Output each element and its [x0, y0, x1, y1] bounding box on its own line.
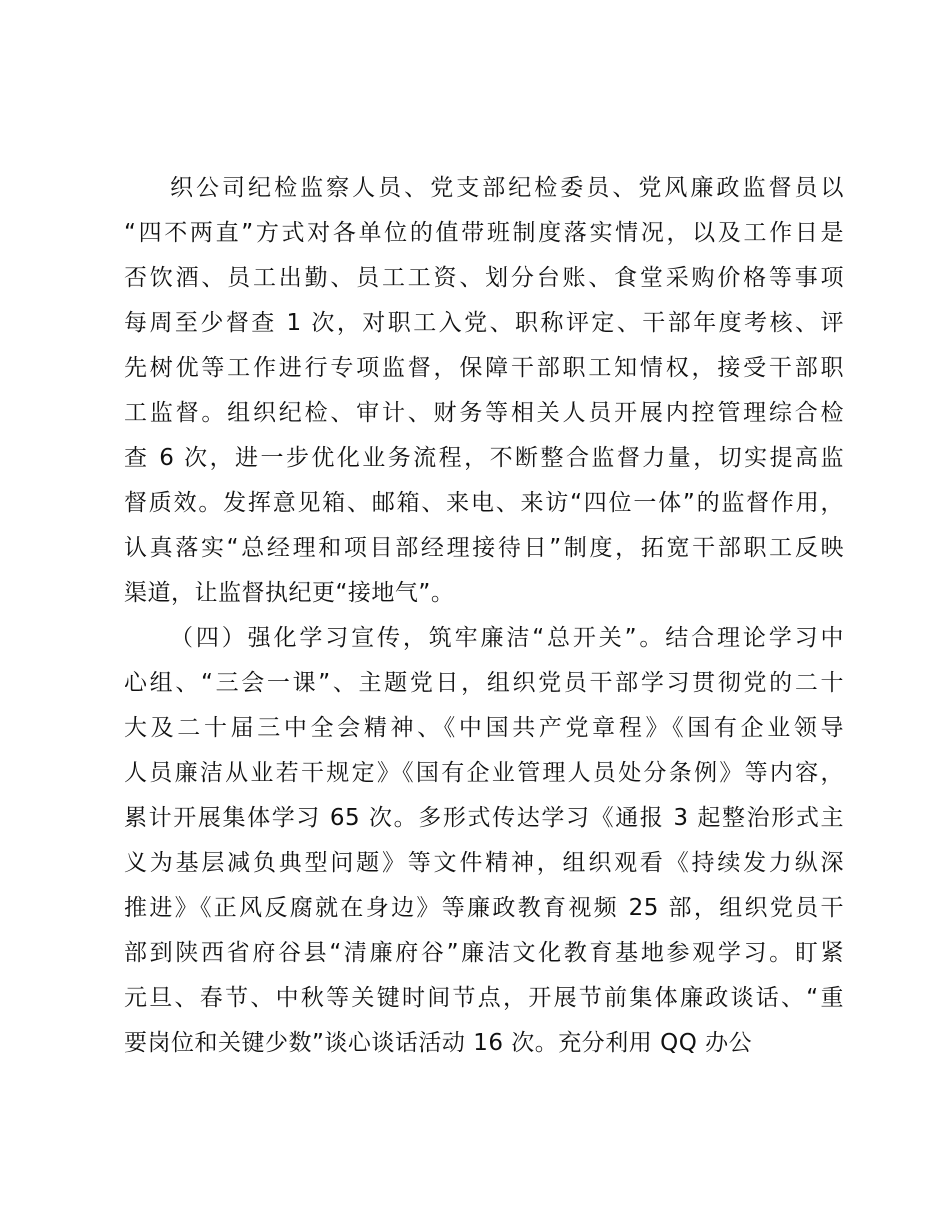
text-line: 人员廉洁从业若干规定》《国有企业管理人员处分条例》等内容，: [124, 760, 844, 786]
text-line: 大及二十届三中全会精神、《中国共产党章程》《国有企业领导: [124, 715, 844, 741]
text-line: 否饮酒、员工出勤、员工工资、划分台账、食堂采购价格等事项: [124, 265, 844, 291]
text-line: 先树优等工作进行专项监督，保障干部职工知情权，接受干部职: [124, 355, 844, 381]
text-line: 部到陕西省府谷县“清廉府谷”廉洁文化教育基地参观学习。盯紧: [124, 940, 844, 966]
text-line: 累计开展集体学习 65 次。多形式传达学习《通报 3 起整治形式主: [124, 805, 844, 831]
text-line: 每周至少督查 1 次，对职工入党、职称评定、干部年度考核、评: [124, 310, 844, 336]
text-line: 织公司纪检监察人员、党支部纪检委员、党风廉政监督员以: [170, 175, 844, 201]
text-line: 心组、“三会一课”、主题党日，组织党员干部学习贯彻党的二十: [124, 670, 844, 696]
text-line: 查 6 次，进一步优化业务流程，不断整合监督力量，切实提高监: [124, 445, 844, 471]
text-line: “四不两直”方式对各单位的值带班制度落实情况，以及工作日是: [124, 220, 844, 246]
text-line: 工监督。组织纪检、审计、财务等相关人员开展内控管理综合检: [124, 400, 844, 426]
text-line: 元旦、春节、中秋等关键时间节点，开展节前集体廉政谈话、“重: [124, 985, 844, 1011]
text-line: 认真落实“总经理和项目部经理接待日”制度，拓宽干部职工反映: [124, 535, 844, 561]
text-line-last: 渠道，让监督执纪更“接地气”。: [124, 580, 455, 606]
text-line: 推进》《正风反腐就在身边》等廉政教育视频 25 部，组织党员干: [124, 895, 844, 921]
section-heading-line: （四）强化学习宣传，筑牢廉洁“总开关”。结合理论学习中: [170, 625, 844, 651]
text-line-last: 要岗位和关键少数”谈心谈话活动 16 次。充分利用 QQ 办公: [124, 1030, 753, 1056]
text-line: 督质效。发挥意见箱、邮箱、来电、来访“四位一体”的监督作用，: [124, 490, 844, 516]
text-line: 义为基层减负典型问题》等文件精神，组织观看《持续发力纵深: [124, 850, 844, 876]
